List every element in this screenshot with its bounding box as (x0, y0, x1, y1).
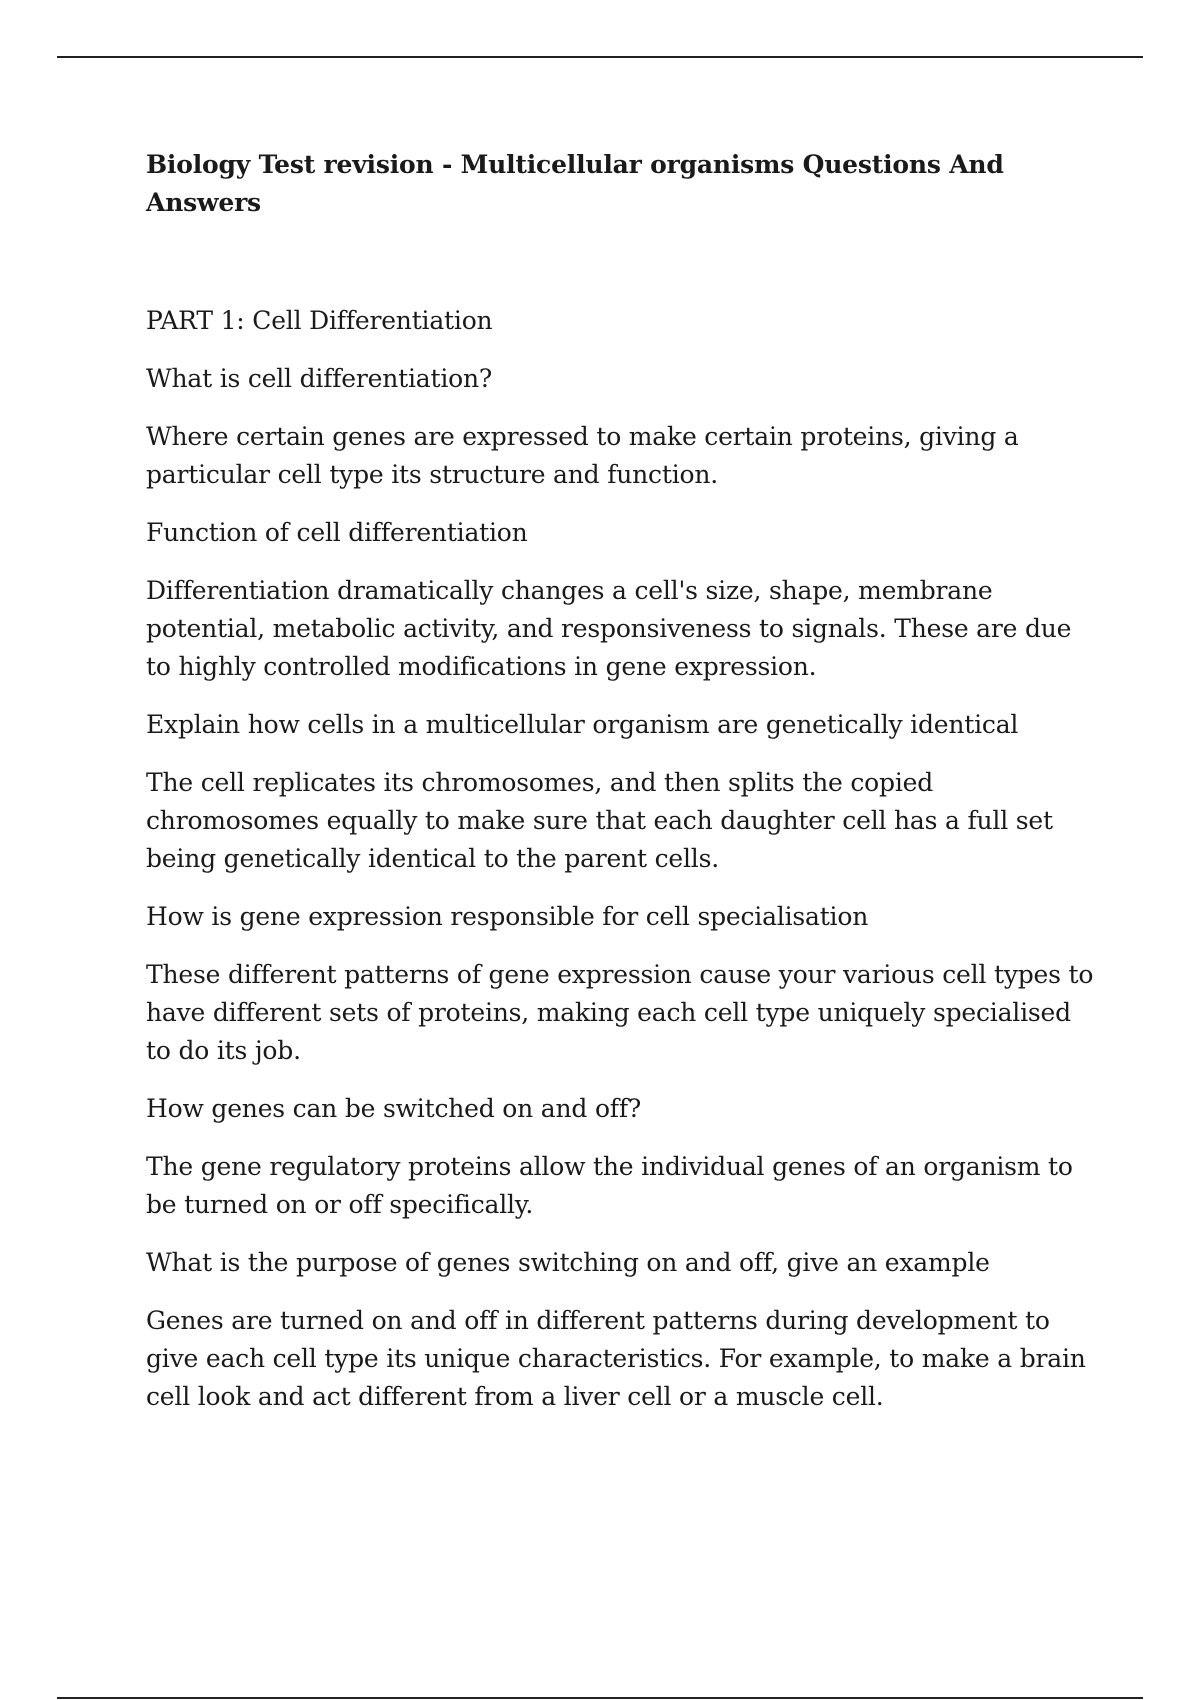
qa-item (146, 1090, 1096, 1224)
qa-item (146, 514, 1096, 686)
question-text: What is the purpose of genes switching on and off, give an example (146, 1248, 990, 1277)
answer-text: These different patterns of gene expression cause your various cell types to have different sets of proteins, making each cell type uniquely specialised to do its job. (146, 960, 1094, 1065)
question-text: Function of cell differentiation (146, 518, 528, 547)
qa-list (146, 360, 1096, 1416)
answer-text: Differentiation dramatically changes a cell's size, shape, membrane potential, metabolic activity, and responsiveness to signals. These are due to highly controlled modifications in gene expression. (146, 576, 1072, 681)
section-heading: PART 1: Cell Differentiation (146, 306, 493, 335)
document-title: Biology Test revision - Multicellular organisms Questions And Answers (146, 150, 1004, 217)
qa-item (146, 706, 1096, 878)
answer-text: Genes are turned on and off in different patterns during development to give each cell type its unique characteristics. For example, to make a brain cell look and act different from a liver cell or a muscle cell. (146, 1306, 1086, 1411)
question-text: How genes can be switched on and off? (146, 1094, 642, 1123)
qa-item (146, 898, 1096, 1070)
answer-text: The cell replicates its chromosomes, and then splits the copied chromosomes equally to make sure that each daughter cell has a full set being genetically identical to the parent cells. (146, 768, 1053, 873)
question-text: How is gene expression responsible for cell specialisation (146, 902, 869, 931)
qa-item (146, 360, 1096, 494)
qa-item (146, 1244, 1096, 1416)
document-body (146, 146, 1096, 1416)
question-text: Explain how cells in a multicellular organism are genetically identical (146, 710, 1019, 739)
top-rule (57, 56, 1143, 58)
bottom-rule (57, 1697, 1143, 1699)
question-text: What is cell differentiation? (146, 364, 493, 393)
answer-text: Where certain genes are expressed to make certain proteins, giving a particular cell type its structure and function. (146, 422, 1019, 489)
answer-text: The gene regulatory proteins allow the individual genes of an organism to be turned on or off specifically. (146, 1152, 1073, 1219)
